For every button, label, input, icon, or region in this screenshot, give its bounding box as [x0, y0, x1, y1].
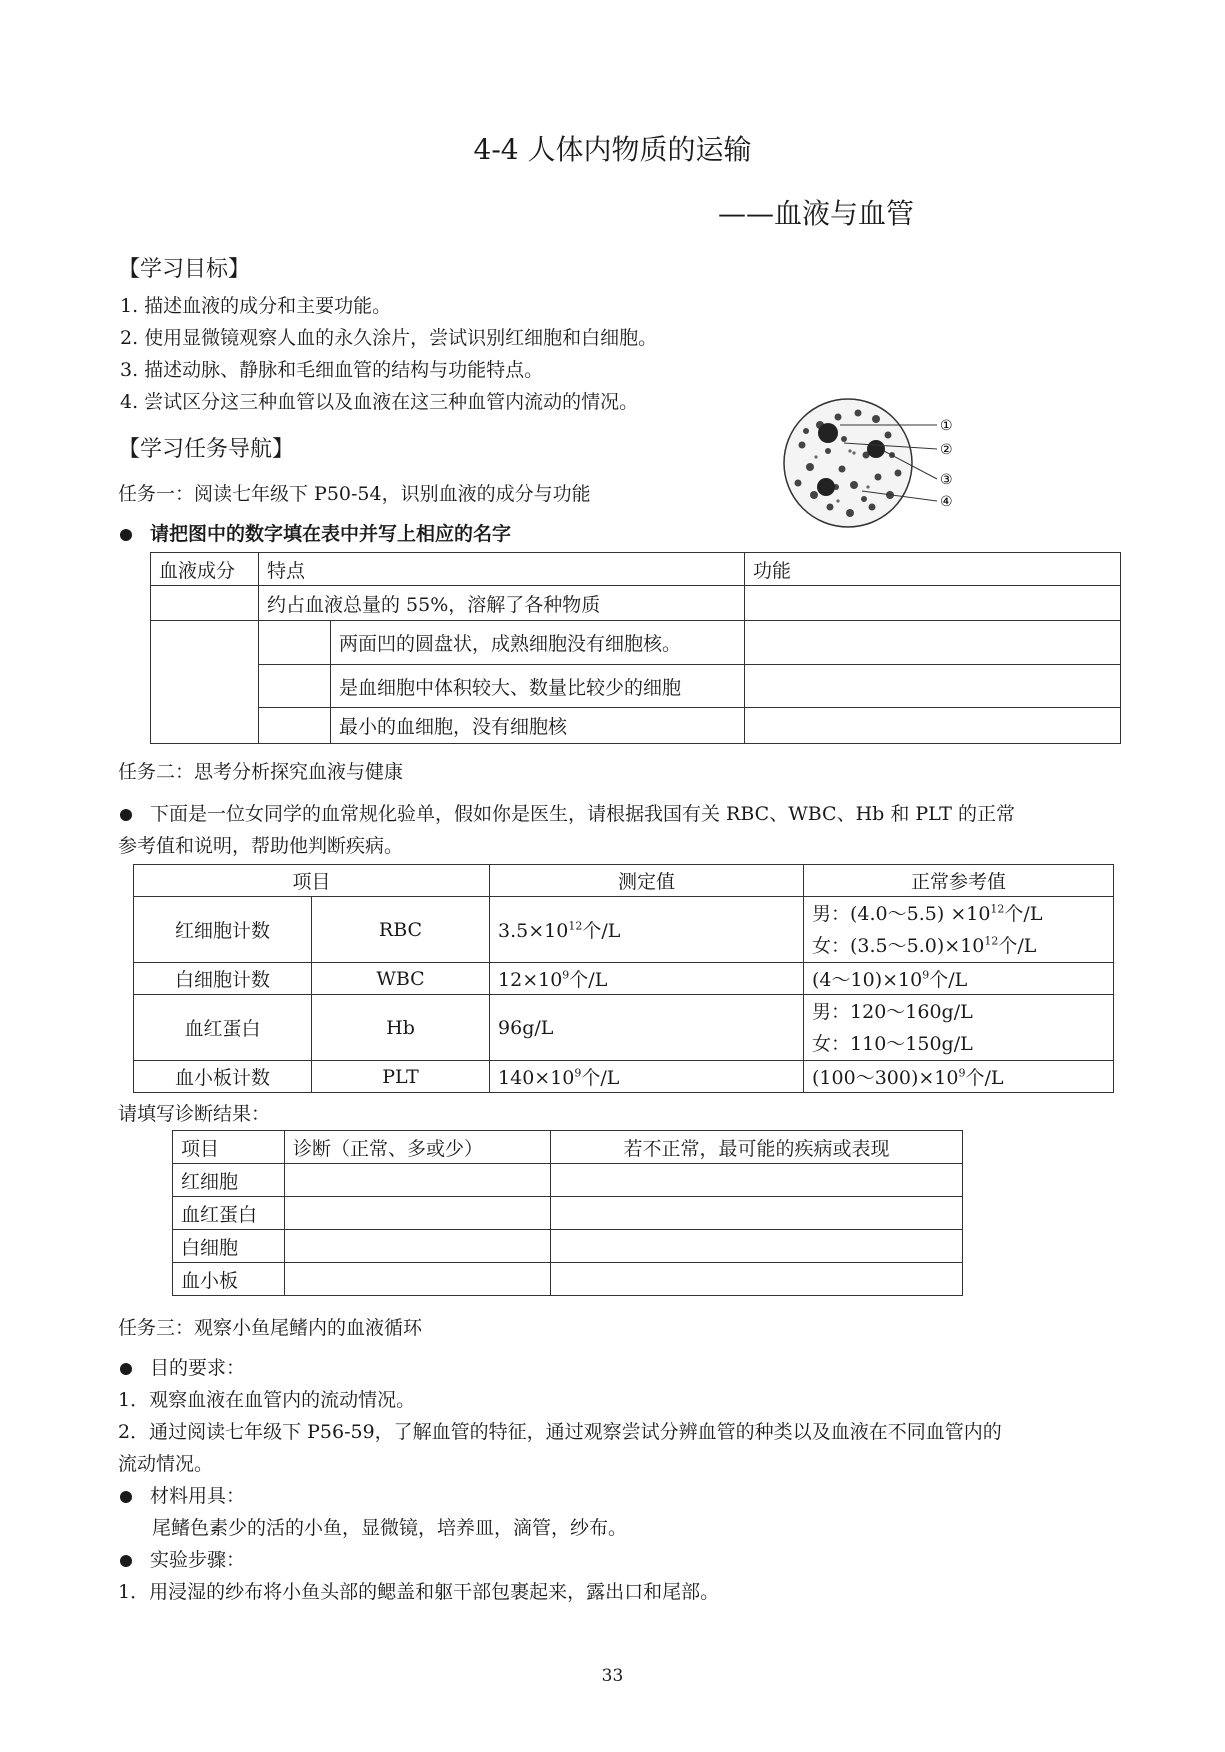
- table-cell[interactable]: [551, 1197, 963, 1230]
- table-cell: 血小板计数: [134, 1061, 312, 1093]
- task2-paragraph: 参考值和说明，帮助他判断疾病。: [118, 835, 404, 857]
- table-cell: 约占血液总量的 55%，溶解了各种物质: [259, 586, 745, 621]
- task3-title: 任务三：观察小鱼尾鳍内的血液循环: [118, 1317, 423, 1339]
- page-subtitle: ——血液与血管: [718, 197, 915, 230]
- task2-paragraph: 下面是一位女同学的血常规化验单，假如你是医生，请根据我国有关 RBC、WBC、Hb 和 PLT 的正常: [120, 798, 1015, 830]
- table-cell: $3.5\times 10^{12}$个/L: [490, 897, 804, 963]
- table-header: 项目: [134, 865, 490, 897]
- table-cell[interactable]: [285, 1263, 551, 1296]
- table-cell: 是血细胞中体积较大、数量比较少的细胞: [331, 665, 745, 708]
- table-cell[interactable]: [259, 665, 331, 708]
- table-cell: RBC: [312, 897, 490, 963]
- materials-text: 尾鳍色素少的活的小鱼，显微镜，培养皿，滴管，纱布。: [152, 1517, 628, 1539]
- diagnosis-table: [172, 1130, 963, 1296]
- bullet-icon: [120, 1555, 132, 1567]
- table-header: 血液成分: [151, 553, 259, 586]
- objectives-heading: 【学习目标】: [118, 257, 251, 282]
- diagnosis-prompt: 请填写诊断结果：: [118, 1103, 271, 1125]
- table-cell: 男：(4.0～5.5) $\times 10^{12}$个/L 女：$(3.5\sim 5.0)\times 10^{12}$个/L: [804, 897, 1114, 963]
- table-row-label: 白细胞: [173, 1230, 285, 1263]
- table-cell: $(4\sim 10)\times 10^9$个/L: [804, 963, 1114, 995]
- table-header: 功能: [745, 553, 1121, 586]
- blood-smear-figure: [780, 395, 980, 540]
- purpose-label: 目的要求：: [120, 1352, 245, 1384]
- purpose-item: 流动情况。: [118, 1453, 214, 1475]
- table-header: 项目: [173, 1131, 285, 1164]
- table-cell[interactable]: [285, 1164, 551, 1197]
- table-cell[interactable]: [551, 1263, 963, 1296]
- table-cell[interactable]: [745, 621, 1121, 665]
- materials-label: 材料用具：: [120, 1480, 245, 1512]
- task1-title: 任务一：阅读七年级下 P50-54，识别血液的成分与功能: [118, 483, 591, 505]
- table-cell: 血红蛋白: [134, 995, 312, 1061]
- table-header: 若不正常，最可能的疾病或表现: [551, 1131, 963, 1164]
- table-cell: WBC: [312, 963, 490, 995]
- table-header: 正常参考值: [804, 865, 1114, 897]
- table-header: 特点: [259, 553, 745, 586]
- table-row-label: 红细胞: [173, 1164, 285, 1197]
- table-cell[interactable]: [259, 621, 331, 665]
- table-cell[interactable]: [745, 665, 1121, 708]
- table-cell[interactable]: [285, 1197, 551, 1230]
- figure-label: ④: [940, 494, 953, 510]
- table-cell[interactable]: [551, 1230, 963, 1263]
- table-cell: 白细胞计数: [134, 963, 312, 995]
- objective-item: 3. 描述动脉、静脉和毛细血管的结构与功能特点。: [120, 359, 544, 381]
- page-number: 33: [601, 1666, 624, 1686]
- task1-instruction: 请把图中的数字填在表中并写上相应的名字: [120, 518, 511, 550]
- table-header: 诊断（正常、多或少）: [285, 1131, 551, 1164]
- page-title: 4-4 人体内物质的运输: [473, 133, 752, 166]
- bullet-icon: [120, 1363, 132, 1375]
- purpose-item: 1．观察血液在血管内的流动情况。: [118, 1389, 416, 1411]
- bullet-icon: [120, 809, 132, 821]
- table-cell: 最小的血细胞，没有细胞核: [331, 708, 745, 744]
- table-header: 测定值: [490, 865, 804, 897]
- table-cell: $140\times 10^9$个/L: [490, 1061, 804, 1093]
- table-cell[interactable]: [151, 621, 259, 744]
- table-cell: 96g/L: [490, 995, 804, 1061]
- table-cell: $(100\sim 300)\times 10^9$个/L: [804, 1061, 1114, 1093]
- table-cell[interactable]: [745, 586, 1121, 621]
- table-cell[interactable]: [551, 1164, 963, 1197]
- table-cell: 两面凹的圆盘状，成熟细胞没有细胞核。: [331, 621, 745, 665]
- objective-item: 2. 使用显微镜观察人血的永久涂片，尝试识别红细胞和白细胞。: [120, 327, 658, 349]
- bullet-icon: [120, 529, 132, 541]
- table-cell[interactable]: [259, 708, 331, 744]
- purpose-item: 2．通过阅读七年级下 P56-59，了解血管的特征，通过观察尝试分辨血管的种类以及血液在不同血管内的: [118, 1421, 1002, 1443]
- step-item: 1．用浸湿的纱布将小鱼头部的鳃盖和躯干部包裹起来，露出口和尾部。: [118, 1581, 720, 1603]
- table-cell[interactable]: [151, 586, 259, 621]
- table-cell: 男：120～160g/L 女：110～150g/L: [804, 995, 1114, 1061]
- table-row-label: 血小板: [173, 1263, 285, 1296]
- table-row-label: 血红蛋白: [173, 1197, 285, 1230]
- figure-label: ③: [940, 472, 953, 488]
- table-cell[interactable]: [745, 708, 1121, 744]
- task2-title: 任务二：思考分析探究血液与健康: [118, 761, 404, 783]
- objective-item: 4. 尝试区分这三种血管以及血液在这三种血管内流动的情况。: [120, 391, 639, 413]
- bullet-icon: [120, 1491, 132, 1503]
- steps-label: 实验步骤：: [120, 1544, 245, 1576]
- lab-results-table: [133, 864, 1114, 1093]
- table-cell[interactable]: [285, 1230, 551, 1263]
- table-cell: $12\times 10^9$个/L: [490, 963, 804, 995]
- table-cell: Hb: [312, 995, 490, 1061]
- objective-item: 1. 描述血液的成分和主要功能。: [120, 295, 392, 317]
- table-cell: PLT: [312, 1061, 490, 1093]
- figure-label: ①: [940, 418, 953, 434]
- table-cell: 红细胞计数: [134, 897, 312, 963]
- nav-heading: 【学习任务导航】: [118, 437, 295, 462]
- figure-label: ②: [940, 442, 953, 458]
- blood-components-table: [150, 552, 1121, 744]
